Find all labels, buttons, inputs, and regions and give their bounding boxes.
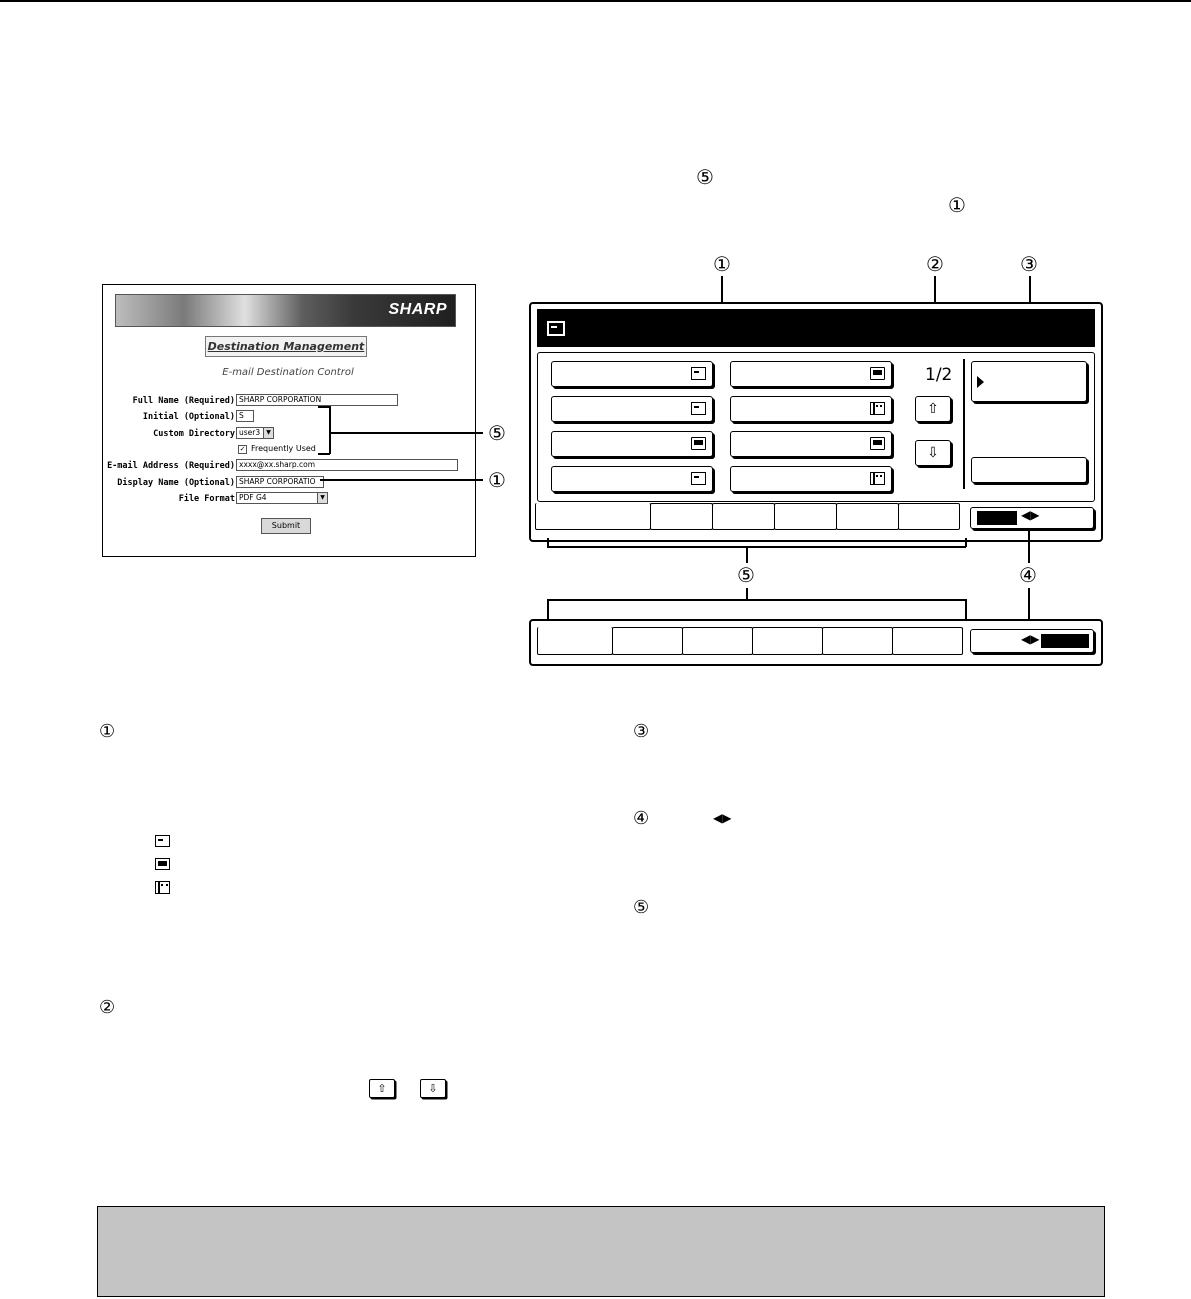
index-toggle-key[interactable] bbox=[970, 629, 1094, 653]
toggle-arrows-icon: ◀▶ bbox=[713, 811, 732, 825]
chevron-down-icon: ▼ bbox=[263, 428, 273, 438]
index-tab[interactable] bbox=[650, 503, 713, 530]
page-title[interactable]: Destination Management bbox=[205, 336, 367, 357]
one-touch-key[interactable] bbox=[730, 361, 892, 387]
index-tab[interactable] bbox=[682, 627, 753, 655]
panel-header bbox=[537, 309, 1095, 347]
bracket-5-vertical bbox=[329, 406, 331, 454]
file-format-select[interactable] bbox=[236, 492, 328, 504]
scroll-down-button[interactable]: ⇩ bbox=[915, 440, 951, 466]
label-initial: Initial (Optional) bbox=[142, 412, 235, 422]
page-subtitle: E-mail Destination Control bbox=[222, 367, 354, 378]
label-file-format: File Format bbox=[178, 494, 235, 504]
bracket-5-right bbox=[965, 538, 967, 547]
triangle-right-icon bbox=[977, 376, 984, 388]
marker-5-web: ⑤ bbox=[488, 421, 506, 445]
note-box bbox=[97, 1206, 1105, 1297]
bracket-5-lower-line bbox=[547, 599, 966, 601]
label-display-name: Display Name (Optional) bbox=[117, 478, 235, 488]
one-touch-key[interactable] bbox=[730, 396, 892, 422]
up-key-icon: ⇧ bbox=[369, 1079, 395, 1098]
ftp-icon bbox=[870, 437, 885, 450]
label-full-name: Full Name (Required) bbox=[132, 396, 235, 406]
ftp-icon bbox=[870, 367, 885, 380]
index-tab-active[interactable] bbox=[537, 627, 613, 655]
one-touch-key[interactable] bbox=[551, 396, 713, 422]
marker-1-web: ① bbox=[488, 468, 506, 492]
leader-line-5 bbox=[330, 432, 483, 434]
list-marker-3: ③ bbox=[633, 721, 650, 742]
touch-panel-index-strip bbox=[529, 619, 1103, 666]
display-name-input[interactable]: SHARP CORPORATIO bbox=[236, 476, 324, 488]
bracket-5-lower-right bbox=[965, 599, 967, 621]
one-touch-key[interactable] bbox=[551, 431, 713, 457]
index-tab[interactable] bbox=[612, 627, 683, 655]
down-key-icon: ⇩ bbox=[420, 1079, 446, 1098]
touch-panel-address-book bbox=[529, 302, 1103, 542]
marker-2-panel: ② bbox=[926, 252, 944, 276]
custom-directory-select[interactable] bbox=[236, 427, 274, 439]
panel-divider bbox=[963, 359, 965, 489]
marker-1-panel: ① bbox=[713, 252, 731, 276]
sharp-logo: SHARP bbox=[388, 301, 447, 318]
toggle-selected bbox=[1041, 634, 1089, 648]
index-tab[interactable] bbox=[836, 503, 899, 530]
marker-1-top: ① bbox=[948, 193, 966, 217]
sharp-banner bbox=[115, 294, 456, 327]
bracket-5-bottom-line bbox=[547, 546, 966, 548]
email-icon bbox=[691, 472, 706, 485]
panel-body bbox=[537, 352, 1095, 502]
email-icon bbox=[155, 835, 170, 847]
submit-button[interactable]: Submit bbox=[261, 518, 311, 534]
list-marker-1: ① bbox=[99, 721, 116, 742]
leader-4-up bbox=[1028, 530, 1030, 563]
toggle-arrows-icon: ◀▶ bbox=[1021, 632, 1040, 646]
marker-5-panel: ⑤ bbox=[737, 563, 755, 587]
label-custom-directory: Custom Directory bbox=[153, 429, 235, 439]
marker-3-panel: ③ bbox=[1020, 252, 1038, 276]
leader-line-1 bbox=[320, 479, 483, 481]
toggle-arrows-icon: ◀▶ bbox=[1021, 508, 1040, 522]
email-icon bbox=[691, 367, 706, 380]
marker-5-top: ⑤ bbox=[696, 165, 714, 189]
one-touch-key[interactable] bbox=[730, 466, 892, 492]
frequently-used-checkbox[interactable]: ✓ bbox=[239, 446, 246, 453]
index-tab[interactable] bbox=[774, 503, 837, 530]
marker-4-panel: ④ bbox=[1019, 563, 1037, 587]
scroll-up-button[interactable]: ⇧ bbox=[915, 396, 951, 422]
condition-settings-button[interactable] bbox=[971, 361, 1087, 402]
custom-directory-value: user3 bbox=[239, 428, 261, 437]
list-marker-2: ② bbox=[99, 997, 116, 1018]
full-name-input[interactable]: SHARP CORPORATION bbox=[236, 394, 398, 406]
chevron-down-icon: ▼ bbox=[317, 493, 327, 503]
list-marker-5: ⑤ bbox=[633, 897, 650, 918]
bracket-5-lower-left bbox=[547, 599, 549, 621]
bracket-5-left bbox=[547, 538, 549, 547]
scanner-mode-icon bbox=[547, 321, 565, 336]
web-page-screenshot bbox=[102, 284, 476, 557]
index-tab[interactable] bbox=[892, 627, 963, 655]
list-marker-4: ④ bbox=[633, 808, 650, 829]
one-touch-key[interactable] bbox=[551, 466, 713, 492]
group-icon bbox=[155, 881, 170, 894]
index-tab[interactable] bbox=[752, 627, 823, 655]
bracket-5-bottom bbox=[318, 453, 330, 455]
label-email: E-mail Address (Required) bbox=[107, 461, 235, 471]
ftp-icon bbox=[691, 437, 706, 450]
file-format-value: PDF G4 bbox=[239, 493, 267, 502]
index-tab[interactable] bbox=[712, 503, 775, 530]
toggle-selected bbox=[977, 511, 1017, 525]
one-touch-key[interactable] bbox=[551, 361, 713, 387]
index-tab[interactable] bbox=[898, 503, 960, 530]
group-icon bbox=[870, 472, 885, 485]
ftp-icon bbox=[155, 858, 170, 870]
index-tab-active[interactable] bbox=[535, 503, 651, 530]
page-indicator: 1/2 bbox=[925, 365, 953, 385]
top-rule bbox=[0, 0, 1191, 2]
side-button[interactable] bbox=[971, 457, 1087, 483]
leader-5-down bbox=[746, 547, 748, 563]
email-icon bbox=[691, 402, 706, 415]
email-input[interactable]: xxxx@xx.sharp.com bbox=[236, 459, 458, 471]
frequently-used-label: Frequently Used bbox=[251, 444, 316, 453]
index-toggle-key[interactable] bbox=[970, 507, 1094, 529]
leader-4-lower bbox=[1028, 588, 1030, 621]
one-touch-key[interactable] bbox=[730, 431, 892, 457]
initial-input[interactable]: S bbox=[236, 410, 254, 422]
index-tab[interactable] bbox=[822, 627, 893, 655]
group-icon bbox=[870, 402, 885, 415]
